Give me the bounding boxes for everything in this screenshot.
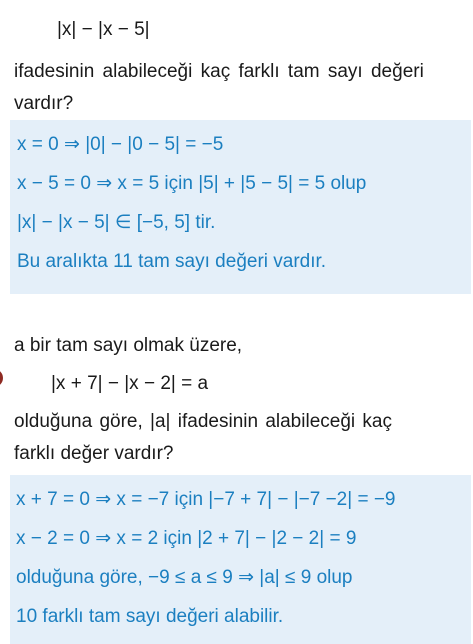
solution1-line4: Bu aralıkta 11 tam sayı değeri vardır. [17, 251, 327, 272]
solution2-line3: olduğuna göre, −9 ≤ a ≤ 9 ⇒ |a| ≤ 9 olup [16, 567, 353, 588]
problem2-question-line2: farklı değer vardır? [14, 443, 174, 464]
problem1-question-line1: ifadesinin alabileceği kaç farklı tam sayı değeri [14, 61, 424, 82]
solution1-line3: |x| − |x − 5| ∈ [−5, 5] tir. [17, 212, 216, 233]
solution2-line4: 10 farklı tam sayı değeri alabilir. [16, 606, 284, 627]
problem2-equation: |x + 7| − |x − 2| = a [51, 373, 209, 394]
margin-marker [0, 369, 3, 387]
problem1-expression: |x| − |x − 5| [57, 19, 150, 40]
problem1-question-line2: vardır? [14, 93, 74, 114]
solution1-line2: x − 5 = 0 ⇒ x = 5 için |5| + |5 − 5| = 5 olup [17, 173, 367, 194]
solution2-line1: x + 7 = 0 ⇒ x = −7 için |−7 + 7| − |−7 −2| = −9 [16, 489, 396, 510]
problem2-intro: a bir tam sayı olmak üzere, [14, 335, 243, 356]
solution1-line1: x = 0 ⇒ |0| − |0 − 5| = −5 [17, 134, 224, 155]
solution2-line2: x − 2 = 0 ⇒ x = 2 için |2 + 7| − |2 − 2| = 9 [16, 528, 357, 549]
problem2-question-line1: olduğuna göre, |a| ifadesinin alabileceği kaç [14, 411, 392, 432]
